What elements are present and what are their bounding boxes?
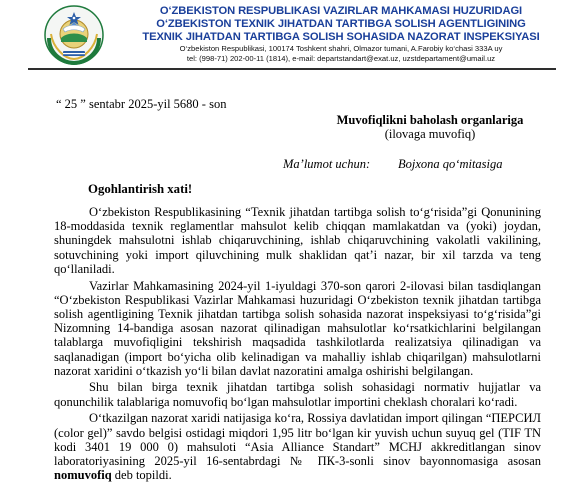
letterhead (0, 0, 574, 70)
reference-number: “ 25 ” sentabr 2025-yil 5680 - son (56, 97, 227, 111)
paragraph-4-text: O‘tkazilgan nazorat xaridi natijasiga ko‘ra, Rossiya davlatidan import qilingan “ПЕРСИЛ (color gel)” savdo belgisi ostidagi miqdori 1,95 litr bo‘lgan kir yuvish uchun suyuq gel (TIF TN kodi 3401 19 000 0) mahsuloti “Asia Alliance Standart” MCHJ akkreditlangan sinov laboratoriyasining 2025-yil 16-sentabrdagi № ПК-3-sonli sinov bayonnomasiga asosan (54, 411, 541, 468)
paragraph-1: O‘zbekiston Respublikasining “Texnik jihatdan tartibga solish to‘g‘risida”gi Qonunining 18-moddasida texnik reglamentlar mahsulot kelib chiqqan mamlakatdan va (yoki) joydan, shuningdek mahsulotni ishlab chiqaruvchining, ishlab chiqaruvchining vakolatli vakilining, sotuvchining yoki import qiluvchining mulk shaklidan qat’i nazar, bir xil tarzda va teng qo‘llaniladi. (54, 205, 541, 276)
letter-body (54, 205, 541, 485)
recipient-block (320, 113, 540, 141)
paragraph-4-emphasis: nomuvofiq (54, 468, 112, 483)
recipient-note: (ilovaga muvofiq) (384, 127, 476, 141)
organization-name (110, 5, 572, 45)
address-line: O‘zbekiston Respublikasi, 100174 Toshkent shahri, Olmazor tumani, A.Farobiy ko‘chasi 333A uy (179, 44, 503, 53)
contacts-line: tel: (998-71) 202-00-11 (1814), e-mail: departstandart@exat.uz, uzstdepartament@umail.uz (186, 54, 496, 63)
org-line-2: O‘ZBEKISTON TEXNIK JIHATDAN TARTIBGA SOLISH AGENTLIGINING (156, 18, 526, 31)
org-line-1: O‘ZBEKISTON RESPUBLIKASI VAZIRLAR MAHKAMASI HUZURIDAGI (159, 5, 523, 17)
paragraph-4 (54, 411, 541, 482)
info-line (283, 157, 503, 172)
paragraph-3: Shu bilan birga texnik jihatdan tartibga solish sohasidagi normativ hujjatlar va qonunchilik talablariga nomuvofiq bo‘lgan mahsulotlar importini cheklash choralari ko‘radi. (54, 380, 541, 409)
letter-title: Ogohlantirish xati! (88, 182, 193, 196)
contact-block (110, 44, 572, 64)
state-emblem-icon (43, 4, 105, 66)
info-label: Ma’lumot uchun: (283, 157, 371, 171)
recipient-name: Muvofiqlikni baholash organlariga (336, 113, 524, 127)
state-emblem (43, 4, 105, 66)
paragraph-2: Vazirlar Mahkamasining 2024-yil 1-iyuldagi 370-son qarori 2-ilovasi bilan tasdiqlangan “O‘zbekiston Respublikasi Vazirlar Mahkamasi huzuridagi O‘zbekiston texnik jihatdan tartibga solish agentligining Texnik jihatdan tartibga solish sohasida nazorat inspeksiyasi to‘g‘risida”gi Nizomning 14-bandiga asosan nazorat qilinadigan mahsulotlar ko‘rsatkichlarini belgilangan talablarga muvofiqligini tekshirish maqsadida tashkilotlarda realizatsiya qilinadigan va saqlanadigan (import bo‘yicha olib kelinadigan va mahalliy ishlab chiqarilgan) mahsulotlarni nazorat xaridini o‘tkazish yo‘li bilan davlat nazoratini amalga oshirishi belgilangan. (54, 278, 541, 378)
info-value: Bojxona qo‘mitasiga (398, 157, 503, 171)
letterhead-divider (28, 68, 556, 70)
paragraph-4-tail: deb topildi. (111, 468, 172, 483)
org-line-3: TEXNIK JIHATDAN TARTIBGA SOLISH SOHASIDA NAZORAT INSPEKSIYASI (142, 31, 540, 44)
